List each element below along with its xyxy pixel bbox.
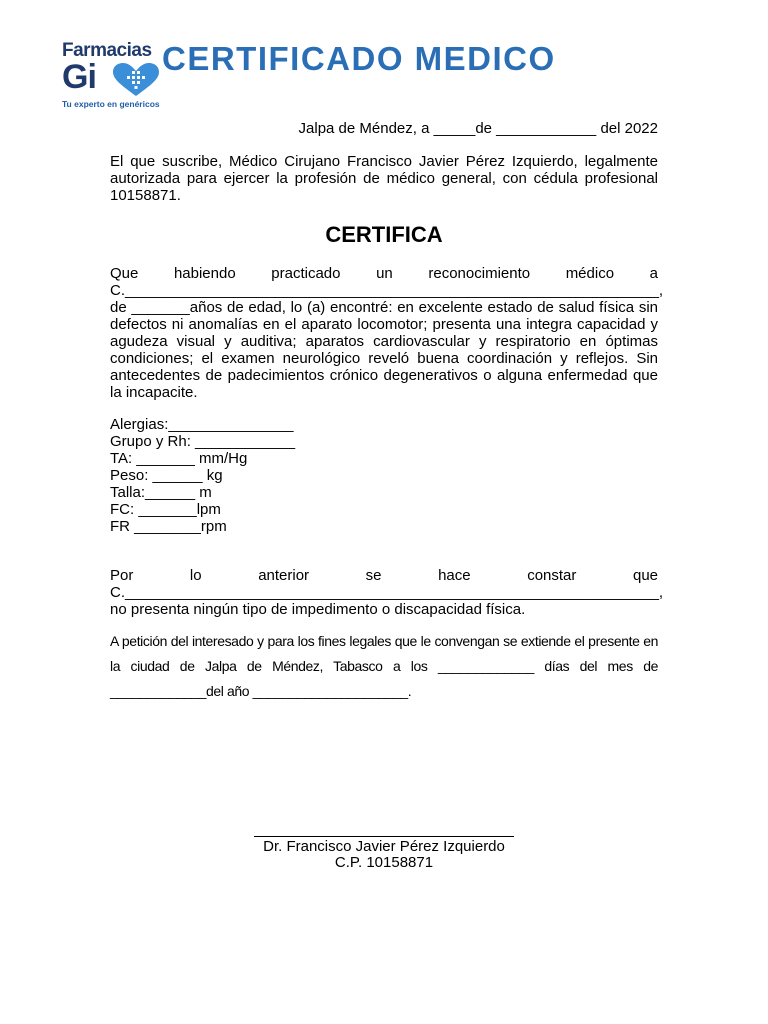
conclusion-line-first: Por lo anterior se hace constar que C.________________________________________________________________, [110,567,664,601]
conclusion-line-rest: no presenta ningún tipo de impedimento o discapacidad física. [110,601,526,618]
vital-signs-list [110,416,295,535]
field-grupo-rh: Grupo y Rh: ____________ [110,433,296,450]
conclusion-paragraph [110,567,664,618]
body-line-first: Que habiendo practicado un reconocimiento médico a C.________________________________________________________________, [110,265,664,299]
logo-brand-bottom: Gi [62,58,96,96]
petition-paragraph: A petición del interesado y para los fines legales que le convengan se extiende el presente en la ciudad de Jalpa de Méndez, Tabasco a los _____________ días del mes de _____________del año _____________________. [110,633,658,699]
signature-block [254,822,514,871]
field-alergias: Alergias:_______________ [110,416,294,433]
date-line: Jalpa de Méndez, a _____de ____________ del 2022 [298,120,658,137]
document-title: CERTIFICADO MEDICO [162,40,556,77]
certifica-heading: CERTIFICA [325,222,443,247]
field-fr: FR ________rpm [110,518,227,535]
signature-name: Dr. Francisco Javier Pérez Izquierdo [263,838,505,855]
body-paragraph [110,265,664,401]
body-line-rest: de _______años de edad, lo (a) encontré: en excelente estado de salud física sin defectos ni anomalías en el aparato locomotor; presenta una integra capacidad y agudeza visual y auditiva; aparatos cardiovascular y respiratorio en óptimas condiciones; el examen neurológico reveló buena coordinación y reflejos. Sin antecedentes de padecimientos crónico degenerativos o alguna enfermedad que la incapacite. [110,299,658,401]
logo-brand-top: Farmacias [62,40,152,61]
logo-tagline: Tu experto en genéricos [62,99,160,109]
signature-line [254,822,514,837]
field-fc: FC: _______lpm [110,501,221,518]
intro-paragraph: El que suscribe, Médico Cirujano Francisco Javier Pérez Izquierdo, legalmente autorizada para ejercer la profesión de médico general, con cédula profesional 10158871. [110,153,658,204]
heart-icon [110,62,162,98]
field-ta: TA: _______ mm/Hg [110,450,248,467]
farmacias-gi-logo [62,40,162,112]
field-peso: Peso: ______ kg [110,467,223,484]
signature-cp: C.P. 10158871 [334,854,434,871]
field-talla: Talla:______ m [110,484,212,501]
